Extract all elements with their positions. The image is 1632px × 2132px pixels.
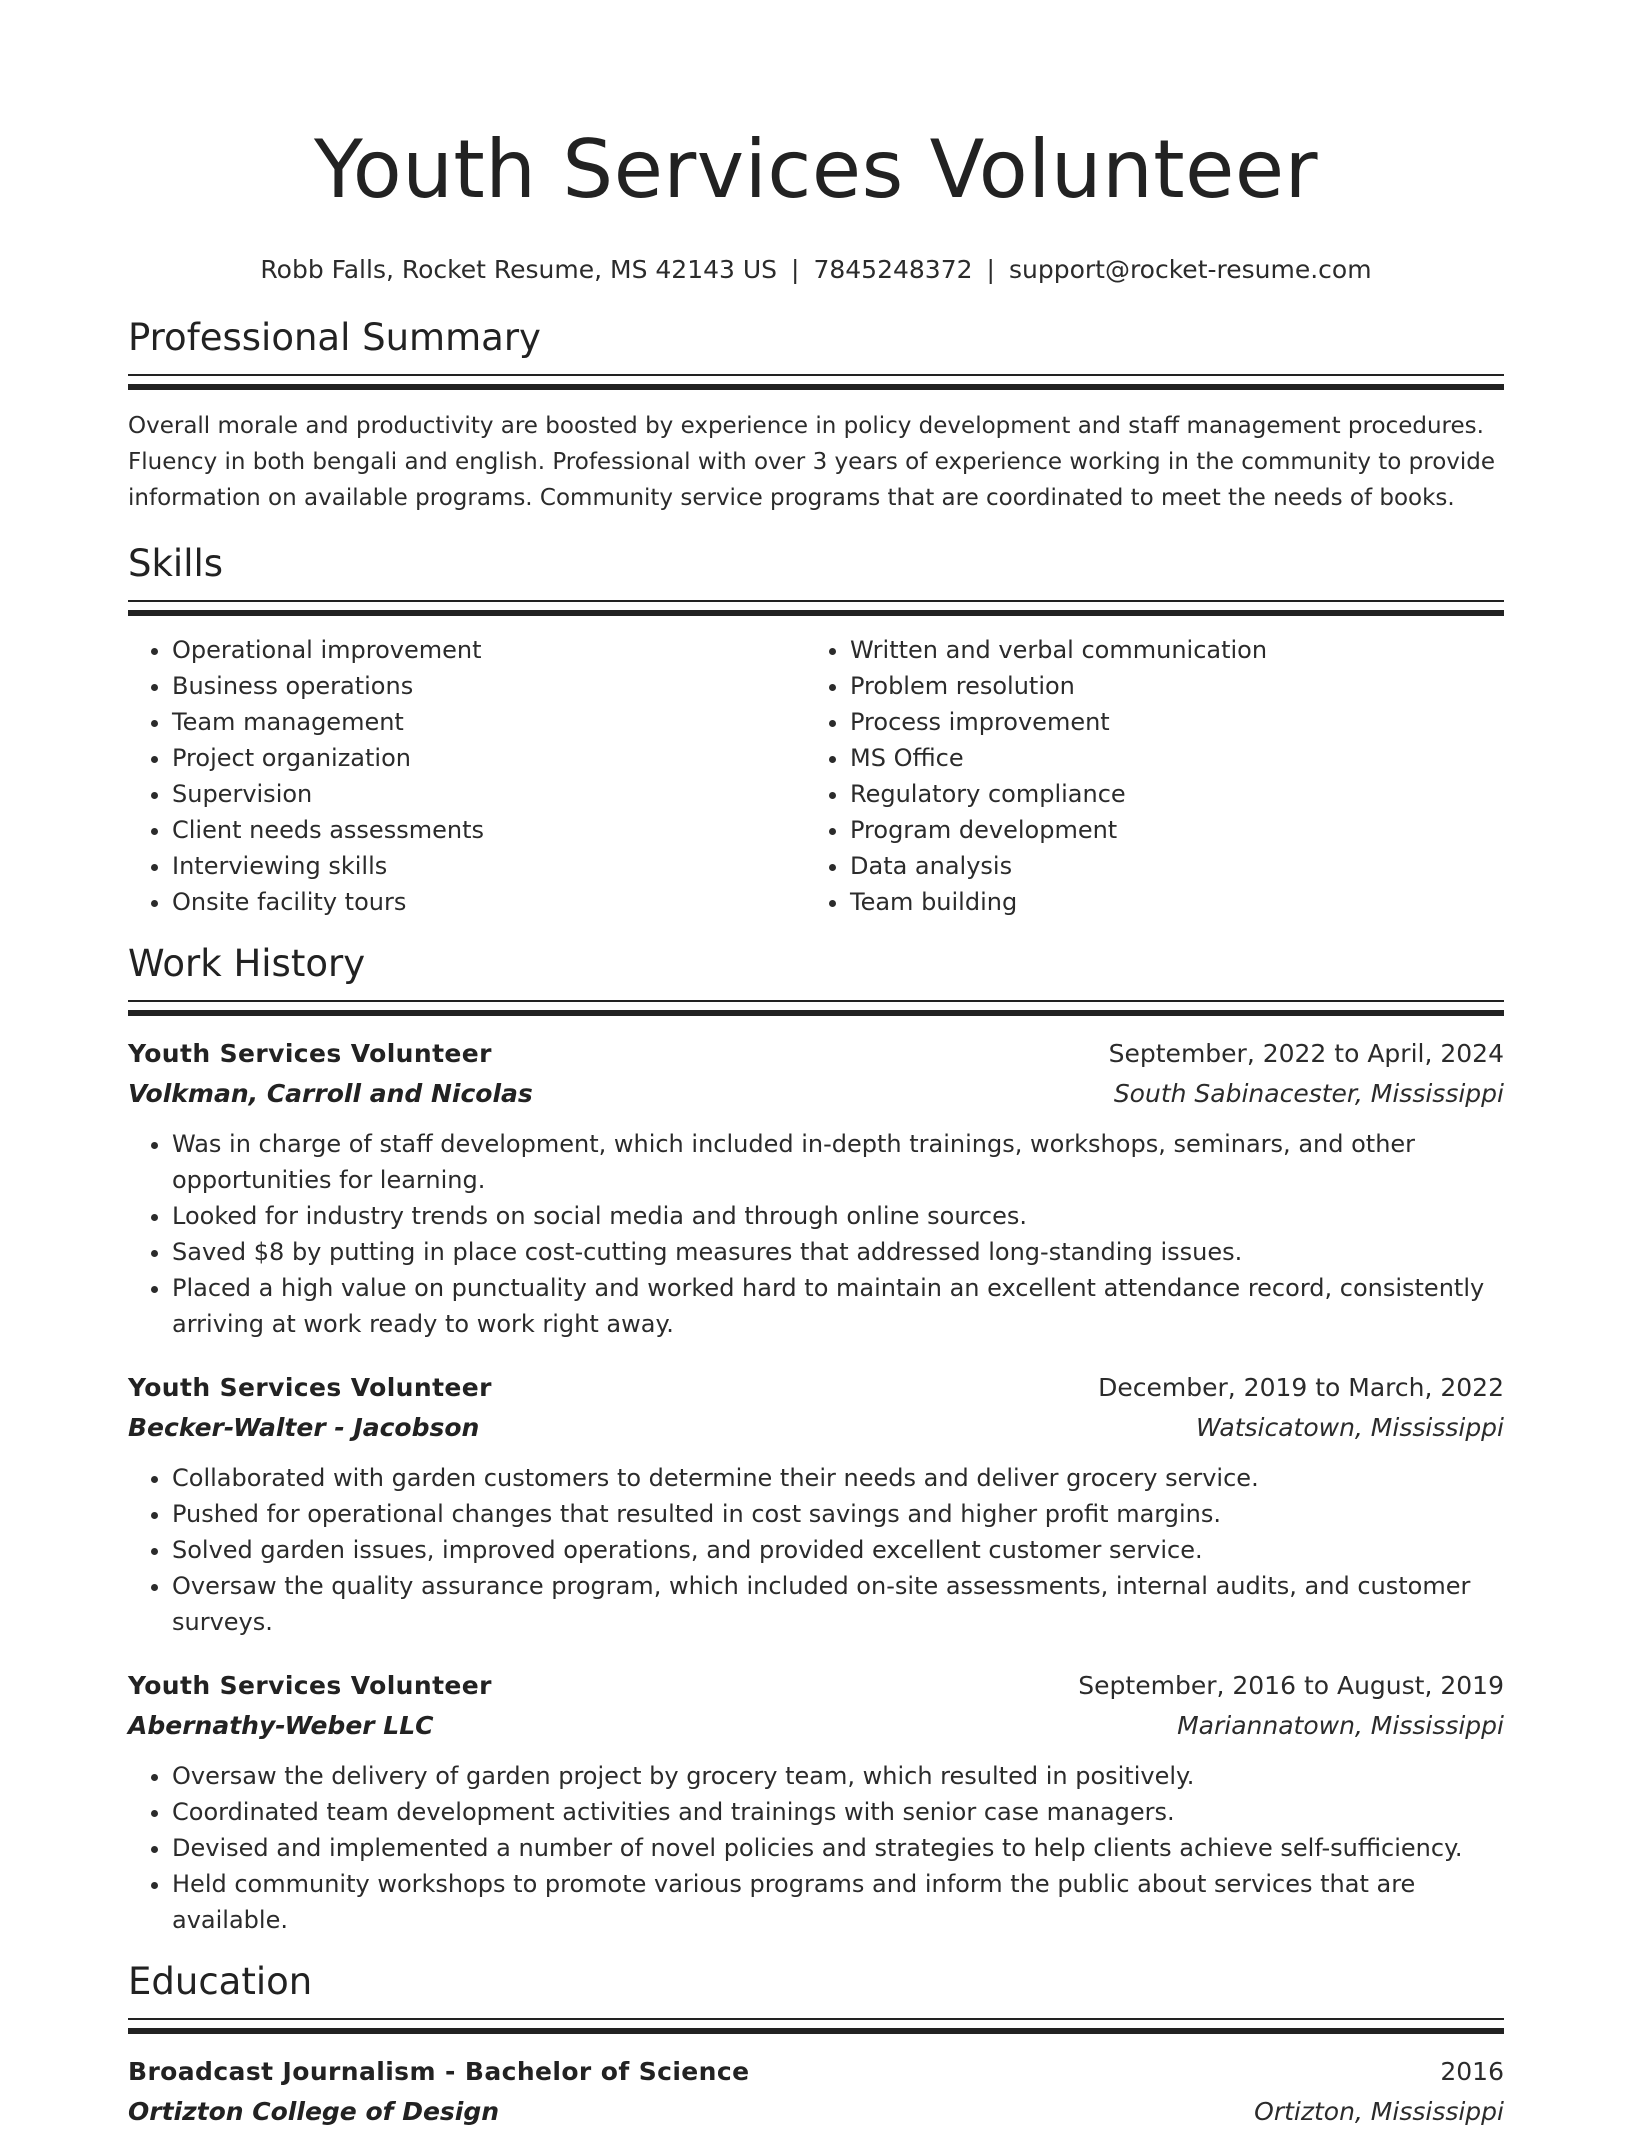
skill-item: • Program development xyxy=(850,812,1484,848)
skills-section xyxy=(128,542,1504,920)
job-bullet: • Placed a high value on punctuality and worked hard to maintain an excellent attendance record, consistently arriving at work ready to work right away. xyxy=(172,1270,1504,1342)
job-company-row xyxy=(128,1706,1504,1746)
job-header-row xyxy=(128,1666,1504,1706)
skill-item: • MS Office xyxy=(850,740,1484,776)
skill-item: • Team building xyxy=(850,884,1484,920)
section-divider xyxy=(128,374,1504,390)
contact-email: support@rocket-resume.com xyxy=(1008,255,1372,284)
skill-item: • Written and verbal communication xyxy=(850,632,1484,668)
section-divider xyxy=(128,1000,1504,1016)
contact-line xyxy=(128,254,1504,286)
job-bullets xyxy=(128,1460,1504,1640)
skill-item: • Client needs assessments xyxy=(172,812,806,848)
skill-item: • Process improvement xyxy=(850,704,1484,740)
job-dates: September, 2022 to April, 2024 xyxy=(1108,1039,1504,1068)
job-bullet: • Saved $8 by putting in place cost-cutting measures that addressed long-standing issues. xyxy=(172,1234,1504,1270)
education-degree: Broadcast Journalism - Bachelor of Science xyxy=(128,2057,750,2086)
job-company-row xyxy=(128,1408,1504,1448)
section-title: Professional Summary xyxy=(128,316,541,359)
job-company: Becker-Walter - Jacobson xyxy=(128,1413,480,1442)
job-entry xyxy=(128,1034,1504,1342)
job-bullet: • Held community workshops to promote various programs and inform the public about services that are available. xyxy=(172,1866,1504,1938)
job-dates: December, 2019 to March, 2022 xyxy=(1098,1373,1504,1402)
job-bullet: • Looked for industry trends on social media and through online sources. xyxy=(172,1198,1504,1234)
job-dates: September, 2016 to August, 2019 xyxy=(1078,1671,1504,1700)
summary-section xyxy=(128,316,1504,516)
job-header-row xyxy=(128,1368,1504,1408)
job-title: Youth Services Volunteer xyxy=(128,1671,492,1700)
job-bullet: • Was in charge of staff development, which included in-depth trainings, workshops, seminars, and other opportunities for learning. xyxy=(172,1126,1504,1198)
skill-item: • Supervision xyxy=(172,776,806,812)
job-title: Youth Services Volunteer xyxy=(128,1039,492,1068)
education-header-row xyxy=(128,2052,1504,2092)
contact-phone: 7845248372 xyxy=(813,255,973,284)
job-location: South Sabinacester, Mississippi xyxy=(1113,1079,1504,1108)
education-section xyxy=(128,1960,1504,2132)
job-bullet: • Coordinated team development activities and trainings with senior case managers. xyxy=(172,1794,1504,1830)
job-bullets xyxy=(128,1126,1504,1342)
skills-list xyxy=(806,632,1484,920)
summary-text: Overall morale and productivity are boosted by experience in policy development and staff management procedures. Fluency in both bengali and english. Professional with over 3 years of experience working in the community to provide information on available programs. Community service programs that are coordinated to meet the needs of books. xyxy=(128,413,1496,511)
job-location: Watsicatown, Mississippi xyxy=(1196,1413,1504,1442)
skills-column-right xyxy=(806,632,1484,920)
skills-grid xyxy=(128,632,1504,920)
job-header-row xyxy=(128,1034,1504,1074)
contact-separator: | xyxy=(986,255,995,284)
skill-item: • Regulatory compliance xyxy=(850,776,1484,812)
skill-item: • Project organization xyxy=(172,740,806,776)
job-location: Mariannatown, Mississippi xyxy=(1177,1711,1504,1740)
job-bullet: • Pushed for operational changes that resulted in cost savings and higher profit margins. xyxy=(172,1496,1504,1532)
skill-item: • Onsite facility tours xyxy=(172,884,806,920)
education-year: 2016 xyxy=(1440,2057,1504,2086)
resume-name: Youth Services Volunteer xyxy=(314,123,1318,216)
section-title: Education xyxy=(128,1960,313,2003)
education-location: Ortizton, Mississippi xyxy=(1254,2097,1504,2126)
section-title: Work History xyxy=(128,942,366,985)
job-entry xyxy=(128,1368,1504,1640)
job-bullet: • Collaborated with garden customers to determine their needs and deliver grocery service. xyxy=(172,1460,1504,1496)
job-title: Youth Services Volunteer xyxy=(128,1373,492,1402)
skill-item: • Data analysis xyxy=(850,848,1484,884)
education-school-row xyxy=(128,2092,1504,2132)
skills-column-left xyxy=(128,632,806,920)
job-bullet: • Solved garden issues, improved operations, and provided excellent customer service. xyxy=(172,1532,1504,1568)
job-bullets xyxy=(128,1758,1504,1938)
job-company: Volkman, Carroll and Nicolas xyxy=(128,1079,533,1108)
contact-address: Robb Falls, Rocket Resume, MS 42143 US xyxy=(260,255,778,284)
skill-item: • Problem resolution xyxy=(850,668,1484,704)
skills-list xyxy=(128,632,806,920)
skill-item: • Operational improvement xyxy=(172,632,806,668)
section-divider xyxy=(128,600,1504,616)
skill-item: • Interviewing skills xyxy=(172,848,806,884)
education-school: Ortizton College of Design xyxy=(128,2097,500,2126)
job-entry xyxy=(128,1666,1504,1938)
job-company-row xyxy=(128,1074,1504,1114)
section-title: Skills xyxy=(128,542,224,585)
contact-separator: | xyxy=(791,255,800,284)
job-bullet: • Devised and implemented a number of novel policies and strategies to help clients achieve self-sufficiency. xyxy=(172,1830,1504,1866)
resume-page xyxy=(128,0,1504,2132)
section-divider xyxy=(128,2018,1504,2034)
education-entry xyxy=(128,2052,1504,2132)
skill-item: • Business operations xyxy=(172,668,806,704)
skill-item: • Team management xyxy=(172,704,806,740)
work-history-section xyxy=(128,942,1504,1938)
job-bullet: • Oversaw the quality assurance program, which included on-site assessments, internal audits, and customer surveys. xyxy=(172,1568,1504,1640)
job-bullet: • Oversaw the delivery of garden project by grocery team, which resulted in positively. xyxy=(172,1758,1504,1794)
job-company: Abernathy-Weber LLC xyxy=(128,1711,434,1740)
